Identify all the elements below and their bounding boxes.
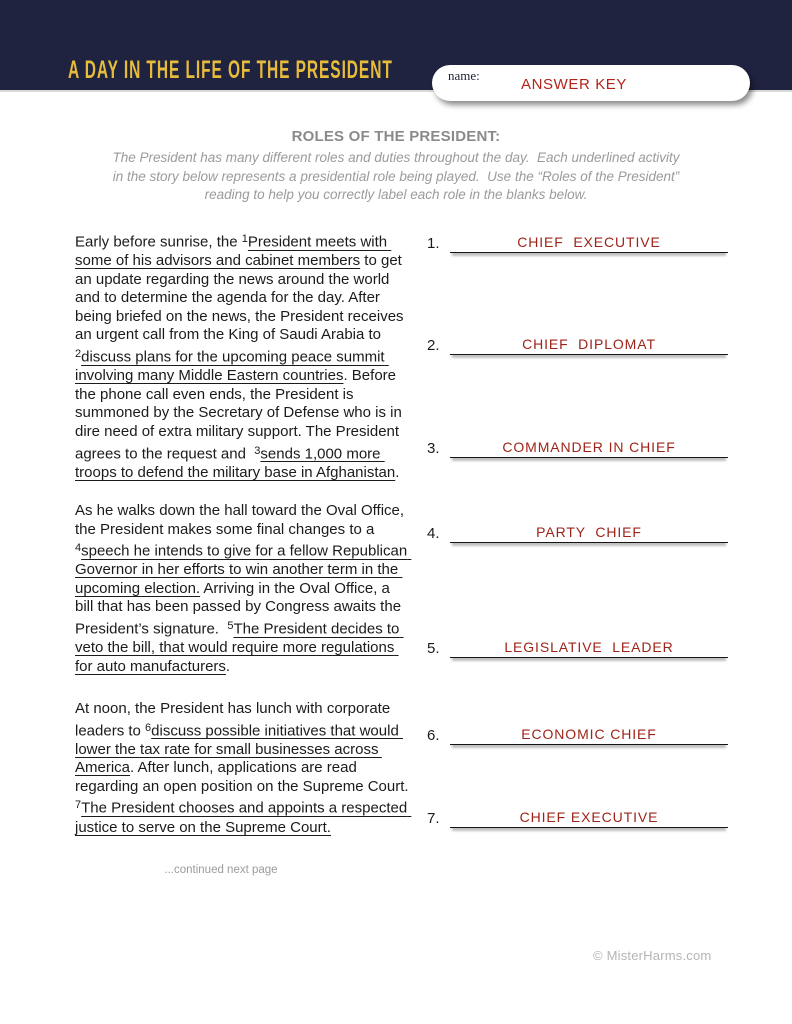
answer-row [427,337,729,359]
answer-text: PARTY CHIEF [536,524,642,540]
answer-row [427,440,729,462]
answer-key-text: ANSWER KEY [520,76,628,93]
answer-text: CHIEF EXECUTIVE [519,809,659,825]
answer-blank [450,726,728,745]
answer-row [427,235,729,257]
instructions-line: in the story below represents a presidential role being played. Use the “Roles of the President” [112,168,680,184]
answer-row [427,525,729,547]
name-label: name: [448,68,480,83]
answer-number: 6. [427,727,440,744]
answer-blank [450,639,728,658]
page-title: A DAY IN THE LIFE OF THE PRESIDENT [68,56,393,84]
answer-number: 2. [427,337,440,354]
answer-blank [450,809,728,828]
instructions-line: The President has many different roles and duties throughout the day. Each underlined activity [112,150,680,165]
copyright: © MisterHarms.com [593,948,712,963]
name-field [432,65,750,101]
story-paragraph-2: As he walks down the hall toward the Oval Office, the President makes some final changes to a $^4$speech he intends to give for a fellow Republican Governor in her efforts to win another term in the upcoming election. Arriving in the Oval Office, a bill that has been passed by Congress awaits the President’s signature. $^5$The President decides to veto the bill, that would require more regulations for auto manufacturers. [75,502,412,675]
answer-text: LEGISLATIVE LEADER [504,639,674,655]
answer-blank [450,524,728,543]
answer-text: ECONOMIC CHIEF [521,726,657,742]
answer-text: CHIEF EXECUTIVE [517,234,661,250]
answer-text: CHIEF DIPLOMAT [522,336,656,352]
answer-number: 3. [427,440,440,457]
answer-row [427,727,729,749]
answer-row [427,810,729,832]
answer-number: 7. [427,810,440,827]
answer-number: 5. [427,640,440,657]
story-paragraph-3: At noon, the President has lunch with corporate leaders to $^6$discuss possible initiatives that would lower the tax rate for small businesses across America. After lunch, applications are read regarding an open position on the Supreme Court. $^7$The President chooses and appoints a respected justice to serve on the Supreme Court. [75,700,417,836]
answer-text: COMMANDER IN CHIEF [502,439,676,455]
answer-blank [450,336,728,355]
answer-blank [450,234,728,253]
answer-blank [450,439,728,458]
answer-row [427,640,729,662]
instructions-line: reading to help you correctly label each role in the blanks below. [204,187,588,202]
answer-number: 4. [427,525,440,542]
continued-note: ...continued next page [164,864,278,876]
answer-number: 1. [427,235,440,252]
story-paragraph-1: Early before sunrise, the $^1$President meets with some of his advisors and cabinet members to get an update regarding the news around the world and to determine the agenda for the day. After being briefed on the news, the President receives an urgent call from the King of Saudi Arabia to $^2$discuss plans for the upcoming peace summit involving many Middle Eastern countries. Before the phone call even ends, the President is summoned by the Secretary of Defense who is in dire need of extra military support. The President agrees to the request and $^3$sends 1,000 more troops to defend the military base in Afghanistan. [75,233,408,481]
instructions [0,149,792,205]
header-band [0,0,792,92]
section-heading: ROLES OF THE PRESIDENT: [291,128,501,145]
